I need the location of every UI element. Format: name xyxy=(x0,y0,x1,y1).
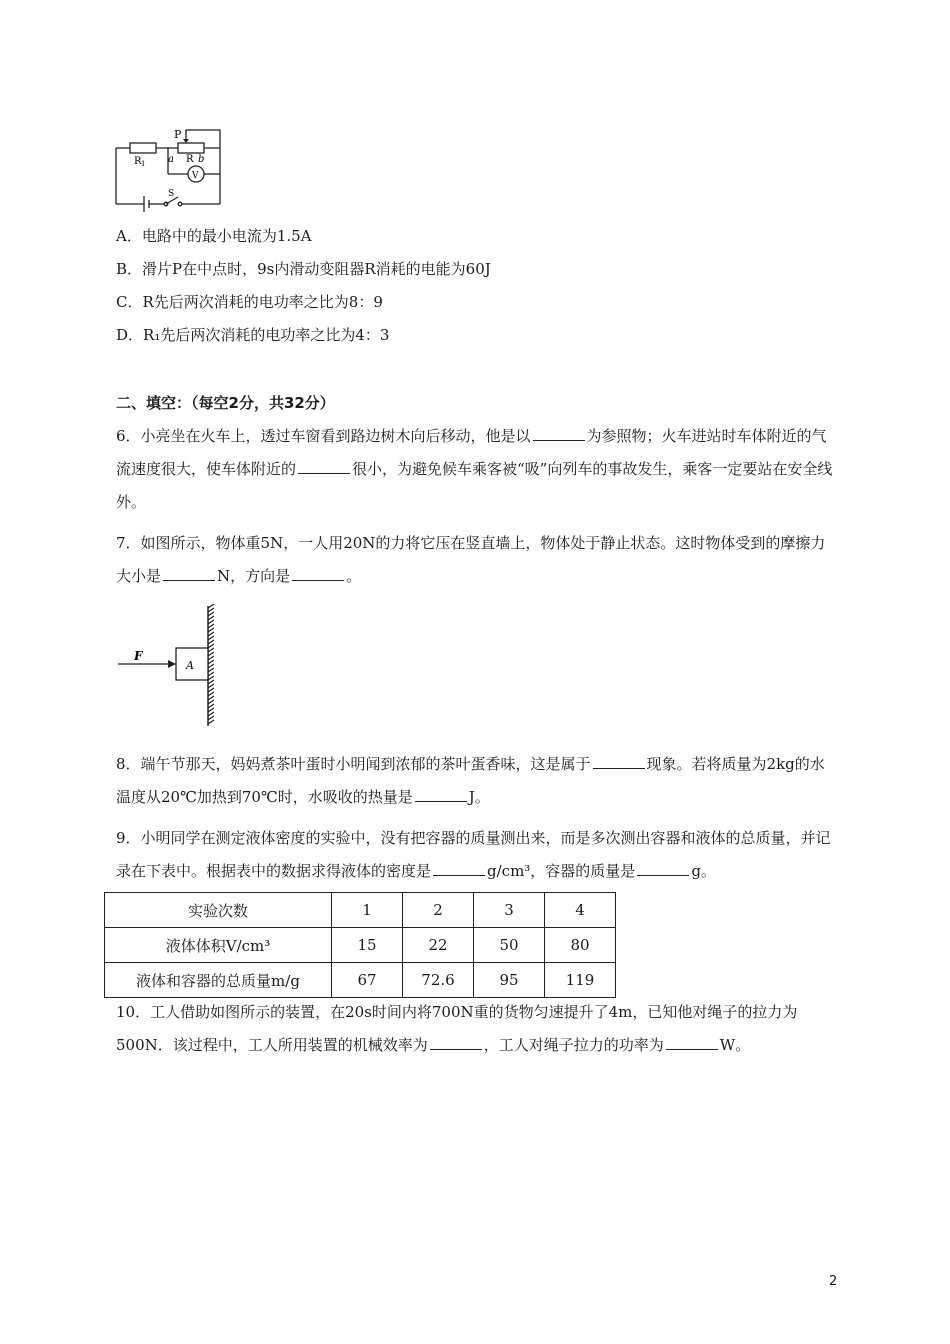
answer-blank[interactable] xyxy=(415,787,467,802)
wall-hatch xyxy=(208,668,214,672)
section-heading: 二、填空：（每空2分，共32分） xyxy=(116,394,335,412)
question-8: 8．端午节那天，妈妈煮茶叶蛋时小明闻到浓郁的茶叶蛋香味，这是属于 现象。若将质量为2kg的水温度从20℃加热到70℃时，水吸收的热量是 J。 xyxy=(116,755,825,806)
wall-hatch xyxy=(208,656,214,660)
wall-hatch xyxy=(208,708,214,712)
wall-hatch xyxy=(208,628,214,632)
option-a: A．电路中的最小电流为1.5A xyxy=(116,227,312,245)
wall-hatch xyxy=(208,648,214,652)
wall-hatch xyxy=(208,604,214,608)
wall-hatch xyxy=(208,660,214,664)
svg-text:P: P xyxy=(174,128,182,141)
answer-blank[interactable] xyxy=(163,566,215,581)
svg-text:a: a xyxy=(168,154,174,165)
wall-hatch xyxy=(208,612,214,616)
wall-hatch xyxy=(208,696,214,700)
table-row: 实验次数 1 2 3 4 xyxy=(105,893,616,928)
wall-hatch xyxy=(208,644,214,648)
resistor-r1 xyxy=(130,143,156,153)
svg-text:F: F xyxy=(134,649,143,663)
question-10: 10．工人借助如图所示的装置，在20s时间内将700N重的货物匀速提升了4m，已知他对绳子的拉力为500N．该过程中，工人所用装置的机械效率为 ，工人对绳子拉力的功率为 W。 xyxy=(116,1003,798,1054)
wall-block-figure xyxy=(112,604,224,728)
answer-blank[interactable] xyxy=(292,566,344,581)
answer-blank[interactable] xyxy=(298,459,350,474)
wall-hatch xyxy=(208,672,214,676)
svg-text:R: R xyxy=(134,156,142,167)
table-row: 液体和容器的总质量m/g 67 72.6 95 119 xyxy=(105,963,616,998)
wall-hatch xyxy=(208,636,214,640)
svg-text:1: 1 xyxy=(141,160,146,168)
option-c: C．R先后两次消耗的电功率之比为8：9 xyxy=(116,293,383,311)
answer-blank[interactable] xyxy=(433,861,485,876)
wall-hatch xyxy=(208,616,214,620)
question-6: 6．小亮坐在火车上，透过车窗看到路边树木向后移动，他是以 为参照物；火车进站时车体附近的气流速度很大，使车体附近的 很小，为避免候车乘客被“吸”向列车的事故发生，乘客一定要站在安全线外。 xyxy=(116,427,833,511)
page-number: 2 xyxy=(829,1274,838,1289)
wall-hatch xyxy=(208,640,214,644)
wall-hatch xyxy=(208,692,214,696)
wall-hatch xyxy=(208,704,214,708)
option-b: B．滑片P在中点时，9s内滑动变阻器R消耗的电能为60J xyxy=(116,260,491,278)
answer-blank[interactable] xyxy=(637,861,689,876)
answer-blank[interactable] xyxy=(666,1035,718,1050)
data-table xyxy=(104,892,616,998)
wall-hatch xyxy=(208,720,214,724)
question-9: 9．小明同学在测定液体密度的实验中，没有把容器的质量测出来，而是多次测出容器和液体的总质量，并记录在下表中。根据表中的数据求得液体的密度是 g/cm³，容器的质量是 g。 xyxy=(116,829,831,880)
table-row: 液体体积V/cm³ 15 22 50 80 xyxy=(105,928,616,963)
wall-hatch xyxy=(208,664,214,668)
answer-blank[interactable] xyxy=(593,754,645,769)
wall-hatch xyxy=(208,620,214,624)
wall-hatch xyxy=(208,624,214,628)
svg-text:S: S xyxy=(168,189,175,199)
rheostat-r xyxy=(178,143,204,153)
answer-blank[interactable] xyxy=(430,1035,482,1050)
wall-hatch xyxy=(208,608,214,612)
svg-text:R: R xyxy=(186,154,194,165)
wall-hatch xyxy=(208,688,214,692)
svg-text:V: V xyxy=(192,171,199,181)
wall-hatch xyxy=(208,680,214,684)
circuit-diagram xyxy=(108,122,232,212)
wall-hatch xyxy=(208,632,214,636)
svg-text:b: b xyxy=(198,154,205,165)
wall-hatch xyxy=(208,700,214,704)
wall-hatch xyxy=(208,684,214,688)
svg-text:A: A xyxy=(186,659,194,672)
question-7: 7．如图所示，物体重5N，一人用20N的力将它压在竖直墙上，物体处于静止状态。这时物体受到的摩擦力大小是 N，方向是 。 xyxy=(116,534,826,585)
wall-hatch xyxy=(208,712,214,716)
option-d: D．R₁先后两次消耗的电功率之比为4：3 xyxy=(116,326,390,344)
wall-hatch xyxy=(208,652,214,656)
wall-hatch xyxy=(208,716,214,720)
wall-hatch xyxy=(208,676,214,680)
answer-blank[interactable] xyxy=(533,426,585,441)
